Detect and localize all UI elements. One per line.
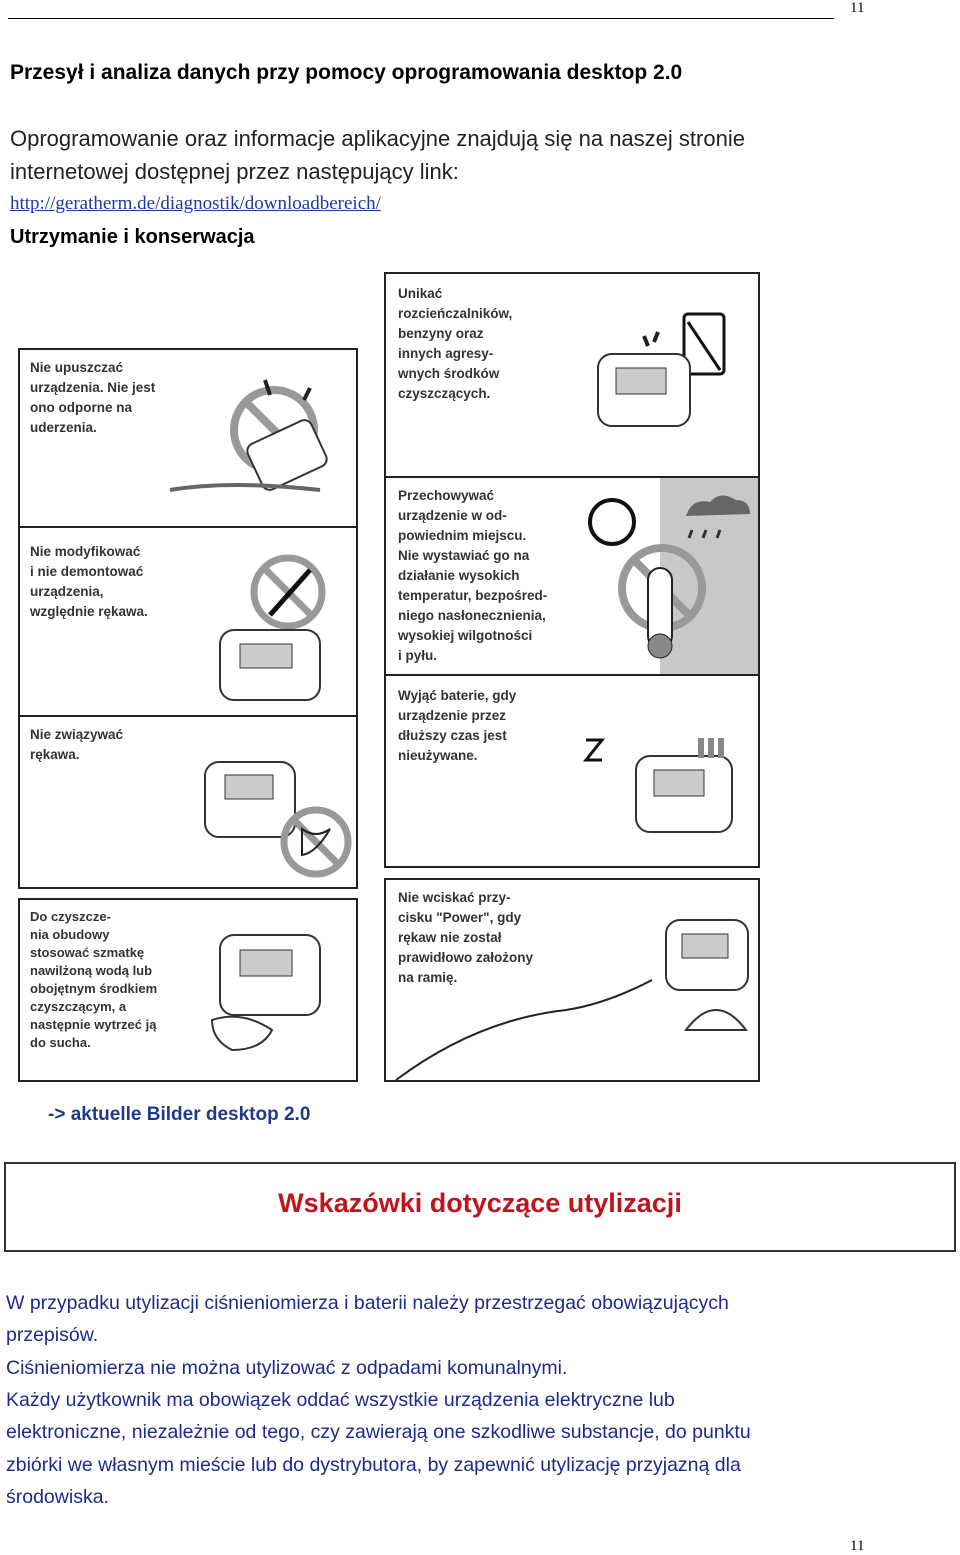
disposal-p3-line4: środowiska. xyxy=(6,1486,109,1508)
left-panel-3 xyxy=(18,715,358,889)
right-panel-2 xyxy=(384,476,760,680)
left-panel-4-text: Do czyszcze- nia obudowy stosować szmatkę nawilżoną wodą lub obojętnym środkiem czyszczącym, a następnie wytrzeć ją do sucha. xyxy=(30,909,158,1050)
left-panel-3-text: Nie związywać rękawa. xyxy=(30,727,124,762)
right-panel-3 xyxy=(384,674,760,868)
right-panel-4 xyxy=(384,878,760,1082)
battery-illustration xyxy=(386,676,758,866)
drops-icon xyxy=(644,332,658,346)
tie-warning-illustration xyxy=(20,717,356,887)
rain-icon xyxy=(689,530,720,538)
solvent-warning-illustration xyxy=(386,274,758,480)
disposal-p1-line1: W przypadku utylizacji ciśnieniomierza i baterii należy przestrzegać obowiązujących xyxy=(6,1292,729,1314)
left-panel-1-text: Nie upuszczać urządzenia. Nie jest ono odporne na uderzenia. xyxy=(30,360,156,435)
disposal-title: Wskazówki dotyczące utylizacji xyxy=(278,1188,682,1218)
disposal-p1-line2: przepisów. xyxy=(6,1324,99,1346)
cuff-icon xyxy=(686,1010,746,1030)
ground-line xyxy=(170,485,320,490)
right-panel-1-text: Unikać rozcieńczalników, benzyny oraz innych agresy- wnych środków czyszczących. xyxy=(398,286,513,401)
header-rule xyxy=(8,18,834,19)
transfer-heading: Przesył i analiza danych przy pomocy oprogramowania desktop 2.0 xyxy=(10,61,683,84)
software-paragraph-line1: Oprogramowanie oraz informacje aplikacyjne znajdują się na naszej stronie xyxy=(10,126,745,151)
software-download-link[interactable]: http://geratherm.de/diagnostik/downloadbereich/ xyxy=(10,193,381,214)
battery-icon xyxy=(698,738,704,758)
software-paragraph-line2: internetowej dostępnej przez następujący link: xyxy=(10,159,459,184)
left-panel-2-text: Nie modyfikować i nie demontować urządzenia, względnie rękawa. xyxy=(30,544,148,619)
page-number-bottom: 11 xyxy=(850,1538,865,1554)
cleaning-illustration xyxy=(20,900,356,1080)
storage-illustration xyxy=(386,478,758,678)
right-panel-2-text: Przechowywać urządzenie w od- powiednim miejscu. Nie wystawiać go na działanie wysokich temperatur, bezpośred- niego nasłonecznienia, wysokiej wilgotności i pyłu. xyxy=(398,488,548,663)
right-panel-1 xyxy=(384,272,760,482)
left-panel-4 xyxy=(18,898,358,1082)
cloud-icon xyxy=(686,495,750,516)
page-number-top: 11 xyxy=(850,0,865,16)
disposal-p2: Ciśnieniomierza nie można utylizować z odpadami komunalnymi. xyxy=(6,1357,568,1379)
right-panel-4-text: Nie wciskać przy- cisku "Power", gdy rękaw nie został prawidłowo założony na ramię. xyxy=(398,890,534,985)
disposal-p3-line3: zbiórki we własnym mieście lub do dystrybutora, by zapewnić utylizację przyjazną dla xyxy=(6,1454,741,1476)
left-panel-1 xyxy=(18,348,358,722)
disposal-title-box xyxy=(4,1162,956,1252)
cloth-icon xyxy=(212,1017,272,1050)
arm-icon xyxy=(396,980,652,1080)
power-button-illustration xyxy=(386,880,758,1080)
right-panel-3-text: Wyjąć baterie, gdy urządzenie przez dłuższy czas jest nieużywane. xyxy=(398,688,517,763)
illustration-caption: -> aktuelle Bilder desktop 2.0 xyxy=(48,1104,311,1125)
disposal-p3-line1: Każdy użytkownik ma obowiązek oddać wszystkie urządzenia elektryczne lub xyxy=(6,1389,675,1411)
sun-icon xyxy=(590,500,634,544)
maintenance-heading: Utrzymanie i konserwacja xyxy=(10,226,255,248)
disposal-p3-line2: elektroniczne, niezależnie od tego, czy zawierają one szkodliwe substancje, do punktu xyxy=(6,1421,751,1443)
sleep-z-icon xyxy=(586,740,602,760)
